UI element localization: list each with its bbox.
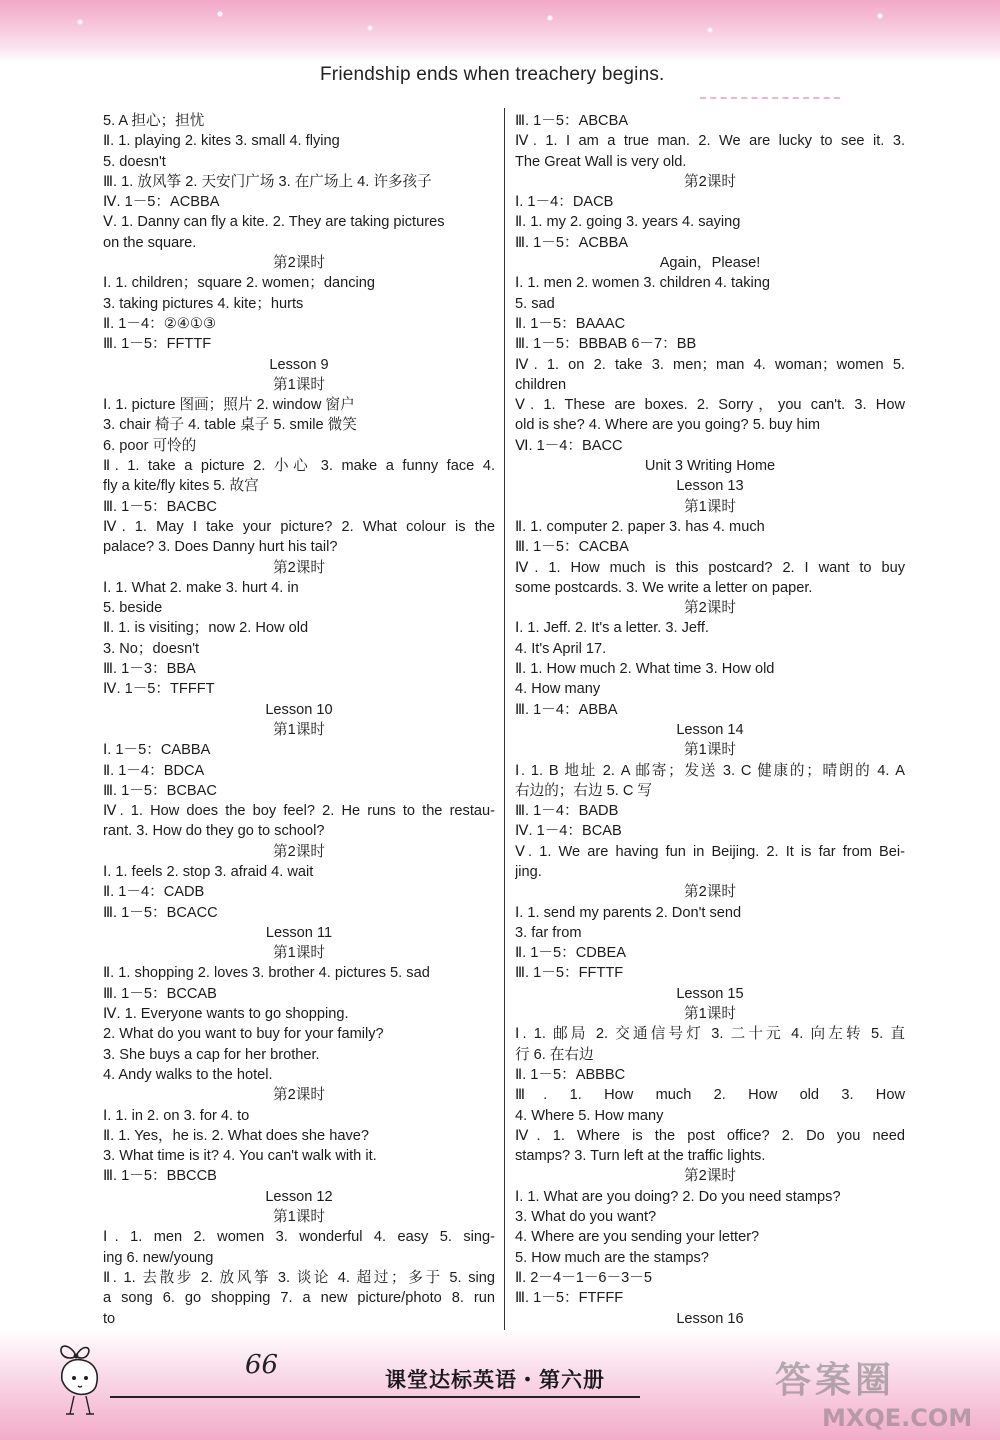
answer-line: Ⅲ. 1－5：ACBBA xyxy=(515,234,629,251)
answer-line: children xyxy=(515,376,567,393)
right-answer-column xyxy=(515,111,905,1329)
answer-line: Ⅳ. 1. How does the boy feel? 2. He runs to the restau- xyxy=(103,803,495,820)
section-heading: 第2课时 xyxy=(273,559,325,576)
answer-line: Ⅵ. 1－4：BACC xyxy=(515,437,623,454)
section-heading: Lesson 15 xyxy=(676,985,744,1002)
section-heading: 第2课时 xyxy=(684,600,736,617)
answer-line: Ⅲ. 1－4：BADB xyxy=(515,803,619,820)
answer-line: Ⅰ. 1. children；square 2. women；dancing xyxy=(103,275,376,292)
answer-line: Ⅱ. 1. shopping 2. loves 3. brother 4. pictures 5. sad xyxy=(103,965,430,982)
answer-line: Ⅳ. 1. Everyone wants to go shopping. xyxy=(103,1006,349,1023)
answer-line: Ⅰ. 1. What 2. make 3. hurt 4. in xyxy=(103,579,299,596)
answer-line: some postcards. 3. We write a letter on paper. xyxy=(515,579,813,596)
answer-line: Ⅱ. 1. my 2. going 3. years 4. saying xyxy=(515,214,741,231)
answer-line: Ⅱ. 1－5：CDBEA xyxy=(515,945,626,962)
answer-line: 4. It's April 17. xyxy=(515,640,607,657)
answer-line: 4. Where 5. How many xyxy=(515,1107,664,1124)
answer-line: Ⅲ. 1－5：CACBA xyxy=(515,539,629,556)
answer-line: 4. Where are you sending your letter? xyxy=(515,1229,760,1246)
answer-line: Ⅱ. 1－4：CADB xyxy=(103,884,205,901)
answer-line: stamps? 3. Turn left at the traffic lights. xyxy=(515,1148,766,1165)
answer-line: Ⅴ. 1. We are having fun in Beijing. 2. It is far from Bei- xyxy=(515,843,905,860)
answer-line: Ⅰ. 1. feels 2. stop 3. afraid 4. wait xyxy=(103,863,314,880)
answer-line: Ⅲ. 1－5：FTFFF xyxy=(515,1290,624,1307)
left-answer-column xyxy=(103,111,495,1329)
answer-line: 行 6. 在右边 xyxy=(515,1046,594,1063)
answer-line: Ⅱ. 1. take a picture 2. 小心 3. make a funny face 4. xyxy=(103,458,495,475)
answer-line: Ⅰ. 1. What are you doing? 2. Do you need stamps? xyxy=(515,1188,841,1205)
answer-line: Ⅳ. 1. May I take your picture? 2. What colour is the xyxy=(103,518,495,535)
answer-line: Ⅱ. 1. How much 2. What time 3. How old xyxy=(515,661,775,678)
answer-line: fly a kite/fly kites 5. 故宫 xyxy=(103,478,259,495)
answer-line: 3. She buys a cap for her brother. xyxy=(103,1046,320,1063)
section-heading: Lesson 11 xyxy=(265,924,333,941)
answer-line: Ⅰ. 1. send my parents 2. Don't send xyxy=(515,904,742,921)
answer-line: 3. taking pictures 4. kite；hurts xyxy=(103,295,304,312)
section-heading: Unit 3 Writing Home xyxy=(644,458,776,475)
section-heading: 第1课时 xyxy=(273,945,325,962)
section-heading: Lesson 12 xyxy=(265,1188,333,1205)
answer-line: Ⅰ. 1. men 2. women 3. children 4. taking xyxy=(515,275,770,292)
watermark-url: MXQE.COM xyxy=(822,1404,973,1432)
answer-line: Ⅲ. 1－5：ABCBA xyxy=(515,113,629,129)
answer-line: 3. What do you want? xyxy=(515,1209,657,1226)
answer-line: Ⅳ. 1. How much is this postcard? 2. I want to buy xyxy=(515,559,905,576)
watermark-logo: 答案圈 xyxy=(775,1360,896,1401)
answer-line: to xyxy=(103,1310,116,1327)
header-dashed-rule xyxy=(700,97,840,99)
answer-line: Ⅴ. 1. These are boxes. 2. Sorry，you can't. 3. How xyxy=(515,397,905,414)
answer-line: 2. What do you want to buy for your family? xyxy=(103,1026,384,1043)
answer-line: ing 6. new/young xyxy=(103,1249,214,1266)
answer-line: 右边的；右边 5. C 写 xyxy=(515,782,653,799)
answer-line: Ⅲ. 1－5：BCBAC xyxy=(103,782,217,799)
answer-line: Ⅳ. 1. on 2. take 3. men；man 4. woman；women 5. xyxy=(515,356,905,373)
answer-line: Ⅳ. 1. Where is the post office? 2. Do you need xyxy=(515,1127,905,1144)
answer-line: Ⅲ. 1－5：BBCCB xyxy=(103,1168,217,1185)
answer-line: Ⅰ. 1－5：CABBA xyxy=(103,742,211,759)
answer-line: Ⅲ. 1－3：BBA xyxy=(103,661,196,678)
section-heading: Lesson 10 xyxy=(265,701,333,718)
answer-line: Ⅲ. 1－5：BBBAB 6－7：BB xyxy=(515,336,697,353)
section-heading: 第1课时 xyxy=(273,376,325,393)
answer-line: Ⅱ. 1－4：②④①③ xyxy=(103,315,217,332)
answer-line: Ⅰ. 1. picture 图画；照片 2. window 窗户 xyxy=(103,397,355,414)
column-divider xyxy=(504,108,505,1338)
answer-line: Ⅲ. 1－5：FFTTF xyxy=(103,336,212,353)
cartoon-girl-icon xyxy=(52,1340,112,1420)
answer-line: Ⅱ. 1. computer 2. paper 3. has 4. much xyxy=(515,518,765,535)
answer-line: Ⅲ. 1－4：ABBA xyxy=(515,701,618,718)
answer-line: 5. beside xyxy=(103,600,163,617)
answer-line: a song 6. go shopping 7. a new picture/photo 8. run xyxy=(103,1290,495,1307)
answer-line: Ⅰ. 1. in 2. on 3. for 4. to xyxy=(103,1107,250,1124)
answer-line: on the square. xyxy=(103,234,197,251)
section-heading: Lesson 13 xyxy=(676,478,744,495)
answer-line: The Great Wall is very old. xyxy=(515,153,687,170)
answer-line: 4. Andy walks to the hotel. xyxy=(103,1066,273,1083)
section-heading: 第1课时 xyxy=(273,1209,325,1226)
answer-line: Ⅲ. 1－5：BCCAB xyxy=(103,985,217,1002)
answer-line: Ⅲ. 1. 放风筝 2. 天安门广场 3. 在广场上 4. 许多孩子 xyxy=(103,173,432,190)
answer-line: 5. How much are the stamps? xyxy=(515,1249,709,1266)
answer-line: Ⅱ. 1. 去散步 2. 放风筝 3. 谈论 4. 超过；多于 5. sing xyxy=(103,1269,495,1286)
answer-line: Ⅳ. 1. I am a true man. 2. We are lucky to see it. 3. xyxy=(515,133,905,150)
answer-line: old is she? 4. Where are you going? 5. buy him xyxy=(515,417,821,434)
section-heading: 第2课时 xyxy=(684,1168,736,1185)
answer-line: 3. far from xyxy=(515,924,582,941)
answer-line: rant. 3. How do they go to school? xyxy=(103,823,325,840)
answer-line: 3. chair 椅子 4. table 桌子 5. smile 微笑 xyxy=(103,417,357,434)
section-heading: 第2课时 xyxy=(684,173,736,190)
footer-rule xyxy=(110,1396,640,1398)
answer-line: Ⅰ. 1－4：DACB xyxy=(515,194,614,211)
answer-line: Ⅱ. 1. is visiting；now 2. How old xyxy=(103,620,309,637)
answer-line: Ⅱ. 1－5：ABBBC xyxy=(515,1066,626,1083)
header-sparkle-decoration xyxy=(0,6,1000,46)
answer-line: Ⅲ. 1－5：FFTTF xyxy=(515,965,624,982)
answer-line: 4. How many xyxy=(515,681,601,698)
answer-line: 6. poor 可怜的 xyxy=(103,437,197,454)
answer-line: Ⅲ. 1. How much 2. How old 3. How xyxy=(515,1087,905,1104)
section-heading: 第1课时 xyxy=(684,742,736,759)
answer-line: jing. xyxy=(515,863,542,880)
section-heading: Lesson 14 xyxy=(676,721,744,738)
answer-line: Ⅱ. 1. playing 2. kites 3. small 4. flying xyxy=(103,133,340,150)
answer-line: 5. sad xyxy=(515,295,555,312)
answer-line: 5. A 担心；担忧 xyxy=(103,113,205,129)
answer-line: 5. doesn't xyxy=(103,153,166,170)
answer-line: 3. No；doesn't xyxy=(103,640,200,657)
section-heading: 第2课时 xyxy=(273,255,325,272)
answer-line: Ⅱ. 2－4－1－6－3－5 xyxy=(515,1269,652,1286)
section-heading: 第2课时 xyxy=(273,1087,325,1104)
section-heading: Lesson 9 xyxy=(269,356,329,373)
answer-line: Ⅰ. 1. Jeff. 2. It's a letter. 3. Jeff. xyxy=(515,620,709,637)
answer-line: Ⅱ. 1－5：BAAAC xyxy=(515,315,626,332)
answer-line: Ⅲ. 1－5：BACBC xyxy=(103,498,217,515)
page-number: 66 xyxy=(245,1350,279,1380)
answer-line: 3. What time is it? 4. You can't walk with it. xyxy=(103,1148,377,1165)
section-heading: 第2课时 xyxy=(684,884,736,901)
section-heading: 第1课时 xyxy=(684,1006,736,1023)
section-heading: 第1课时 xyxy=(684,498,736,515)
header-banner xyxy=(0,0,1000,62)
answer-line: Ⅳ. 1－5：TFFFT xyxy=(103,681,215,698)
answer-line: Ⅰ. 1. B 地址 2. A 邮寄；发送 3. C 健康的；晴朗的 4. A xyxy=(515,762,905,779)
section-heading: 第2课时 xyxy=(273,843,325,860)
answer-line: Ⅰ. 1. 邮局 2. 交通信号灯 3. 二十元 4. 向左转 5. 直 xyxy=(515,1026,905,1043)
answer-line: Ⅱ. 1. Yes，he is. 2. What does she have? xyxy=(103,1127,369,1144)
header-motto: Friendship ends when treachery begins. xyxy=(320,64,665,85)
answer-line: Ⅱ. 1－4：BDCA xyxy=(103,762,205,779)
answer-line: Ⅴ. 1. Danny can fly a kite. 2. They are taking pictures xyxy=(103,214,445,231)
book-title: 课堂达标英语・第六册 xyxy=(385,1368,605,1392)
answer-line: Ⅳ. 1－4：BCAB xyxy=(515,823,622,840)
answer-line: Ⅲ. 1－5：BCACC xyxy=(103,904,218,921)
section-heading: 第1课时 xyxy=(273,721,325,738)
answer-line: palace? 3. Does Danny hurt his tail? xyxy=(103,539,338,556)
answer-line: Ⅰ. 1. men 2. women 3. wonderful 4. easy 5. sing- xyxy=(103,1229,495,1246)
section-heading: Again，Please! xyxy=(659,255,761,272)
answer-line: Ⅳ. 1－5：ACBBA xyxy=(103,194,220,211)
section-heading: Lesson 16 xyxy=(676,1310,744,1327)
